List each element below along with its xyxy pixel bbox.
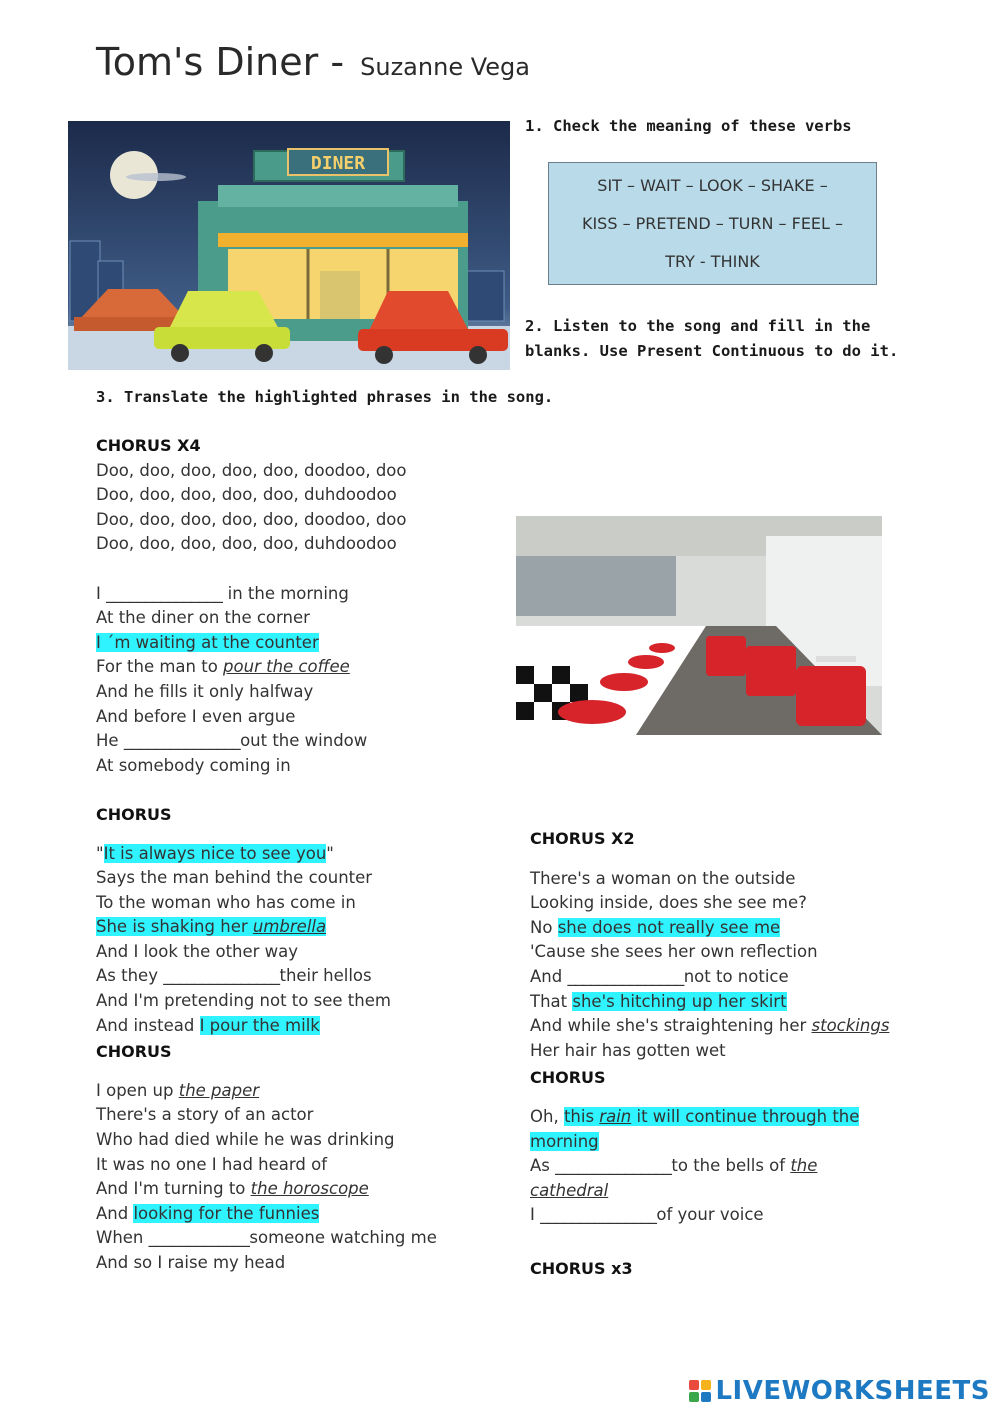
lyric-line: No she does not really see me xyxy=(530,917,781,937)
lyric-line: To the woman who has come in xyxy=(96,892,356,912)
artist-name: Suzanne Vega xyxy=(360,53,530,81)
lyric-line: As _______________to the bells of the xyxy=(530,1156,818,1176)
highlighted-phrase: It is always nice to see you xyxy=(103,843,327,863)
logo-mark-icon xyxy=(689,1380,711,1402)
diner-illustration xyxy=(68,121,510,370)
diner-sign-text: DINER xyxy=(310,153,366,174)
underlined-phrase: pour the coffee xyxy=(223,657,350,677)
lyric-line: And I'm pretending not to see them xyxy=(96,991,391,1011)
lyric-line xyxy=(530,1130,930,1155)
lyric-line: Doo, doo, doo, doo, doo, doodoo, doo xyxy=(96,460,407,480)
highlighted-phrase: morning xyxy=(530,1131,599,1151)
lyric-line: Doo, doo, doo, doo, doo, duhdoodoo xyxy=(96,485,397,505)
lyrics-right-column xyxy=(530,827,930,1282)
lyric-line: As they _______________their hellos xyxy=(96,966,372,986)
lyric-line: There's a story of an actor xyxy=(96,1105,314,1125)
highlighted-phrase: I ´m waiting at the counter xyxy=(96,632,319,652)
verb-list-line: TRY - THINK xyxy=(665,251,760,271)
lyric-line: And looking for the funnies xyxy=(96,1203,320,1223)
instruction-1: 1. Check the meaning of these verbs xyxy=(525,117,852,135)
lyric-line: I _______________ in the morning xyxy=(96,583,349,603)
lyric-line: And while she's straightening her stockings xyxy=(530,1016,890,1036)
chorus-heading: CHORUS xyxy=(530,1068,606,1088)
lyric-line: I open up the paper xyxy=(96,1080,260,1100)
highlighted-phrase: she's hitching up her skirt xyxy=(572,991,787,1011)
logo-text: LIVEWORKSHEETS xyxy=(715,1376,990,1406)
fill-blank[interactable]: _______________ xyxy=(163,966,280,986)
lyric-line: Doo, doo, doo, doo, doo, doodoo, doo xyxy=(96,509,407,529)
chorus-heading: CHORUS X4 xyxy=(96,436,201,455)
underlined-phrase: the horoscope xyxy=(250,1179,369,1199)
fill-blank[interactable]: _______________ xyxy=(540,1205,657,1225)
lyric-line: 'Cause she sees her own reflection xyxy=(530,942,818,962)
lyric-line: For the man to pour the coffee xyxy=(96,657,350,677)
highlighted-phrase: I pour the milk xyxy=(199,1015,320,1035)
lyric-line: And I'm turning to the horoscope xyxy=(96,1179,369,1199)
verb-list-box xyxy=(548,162,877,285)
underlined-phrase: the xyxy=(790,1156,818,1176)
lyric-line: It was no one I had heard of xyxy=(96,1154,328,1174)
underlined-phrase: the paper xyxy=(178,1080,260,1100)
underlined-phrase: umbrella xyxy=(252,917,327,937)
highlighted-phrase: this rain it will continue through the xyxy=(563,1106,860,1126)
song-title: Tom's Diner - xyxy=(96,40,345,84)
lyric-line: At somebody coming in xyxy=(96,755,291,775)
chorus-heading: CHORUS xyxy=(96,1042,172,1062)
instruction-2-line: blanks. Use Present Continuous to do it. xyxy=(525,342,899,360)
underlined-phrase: rain xyxy=(599,1106,632,1126)
lyric-line: I _______________of your voice xyxy=(530,1205,764,1225)
verb-list-line: KISS – PRETEND – TURN – FEEL – xyxy=(581,213,844,233)
lyric-line: And I look the other way xyxy=(96,941,299,961)
instruction-3: 3. Translate the highlighted phrases in the song. xyxy=(96,388,554,406)
lyric-line: Oh, this rain it will continue through the xyxy=(530,1106,860,1126)
fill-blank[interactable]: _____________ xyxy=(148,1228,250,1248)
lyric-line xyxy=(530,1179,930,1204)
worksheet-title xyxy=(96,40,530,84)
underlined-phrase: cathedral xyxy=(530,1180,609,1200)
lyric-line: Says the man behind the counter xyxy=(96,868,373,888)
lyric-line: He _______________out the window xyxy=(96,731,368,751)
lyric-line: There's a woman on the outside xyxy=(530,868,796,888)
lyric-line xyxy=(96,915,516,940)
lyric-line: Doo, doo, doo, doo, doo, duhdoodoo xyxy=(96,534,397,554)
instruction-2-line: 2. Listen to the song and fill in the xyxy=(525,317,871,335)
lyric-line: "It is always nice to see you" xyxy=(96,843,334,863)
lyric-line: That she's hitching up her skirt xyxy=(530,991,787,1011)
highlighted-phrase: She is shaking her umbrella xyxy=(96,917,327,937)
lyric-line: And before I even argue xyxy=(96,706,296,726)
diner-interior-photo xyxy=(516,516,882,735)
lyric-line: And he fills it only halfway xyxy=(96,681,314,701)
instruction-2 xyxy=(525,314,905,364)
highlighted-phrase: she does not really see me xyxy=(557,917,781,937)
fill-blank[interactable]: _______________ xyxy=(123,731,241,751)
liveworksheets-logo xyxy=(689,1376,990,1406)
chorus-heading: CHORUS x3 xyxy=(530,1258,633,1278)
highlighted-phrase: looking for the funnies xyxy=(133,1203,320,1223)
lyric-line: Looking inside, does she see me? xyxy=(530,893,807,913)
lyric-line: Her hair has gotten wet xyxy=(530,1040,726,1060)
lyric-line: Who had died while he was drinking xyxy=(96,1130,395,1150)
verb-list-line: SIT – WAIT – LOOK – SHAKE – xyxy=(597,176,828,196)
lyric-line: At the diner on the corner xyxy=(96,608,310,628)
fill-blank[interactable]: _______________ xyxy=(567,966,684,986)
chorus-heading: CHORUS xyxy=(96,804,172,824)
underlined-phrase: stockings xyxy=(811,1016,890,1036)
lyric-line: And so I raise my head xyxy=(96,1253,286,1272)
fill-blank[interactable]: _______________ xyxy=(555,1156,672,1176)
fill-blank[interactable]: _______________ xyxy=(106,583,223,603)
lyric-line: And instead I pour the milk xyxy=(96,1015,320,1035)
lyric-line: When _____________someone watching me xyxy=(96,1228,437,1248)
lyrics-left-column xyxy=(96,434,516,1276)
chorus-heading: CHORUS X2 xyxy=(530,829,635,848)
lyric-line: And _______________not to notice xyxy=(530,966,789,986)
lyric-line xyxy=(96,631,516,656)
